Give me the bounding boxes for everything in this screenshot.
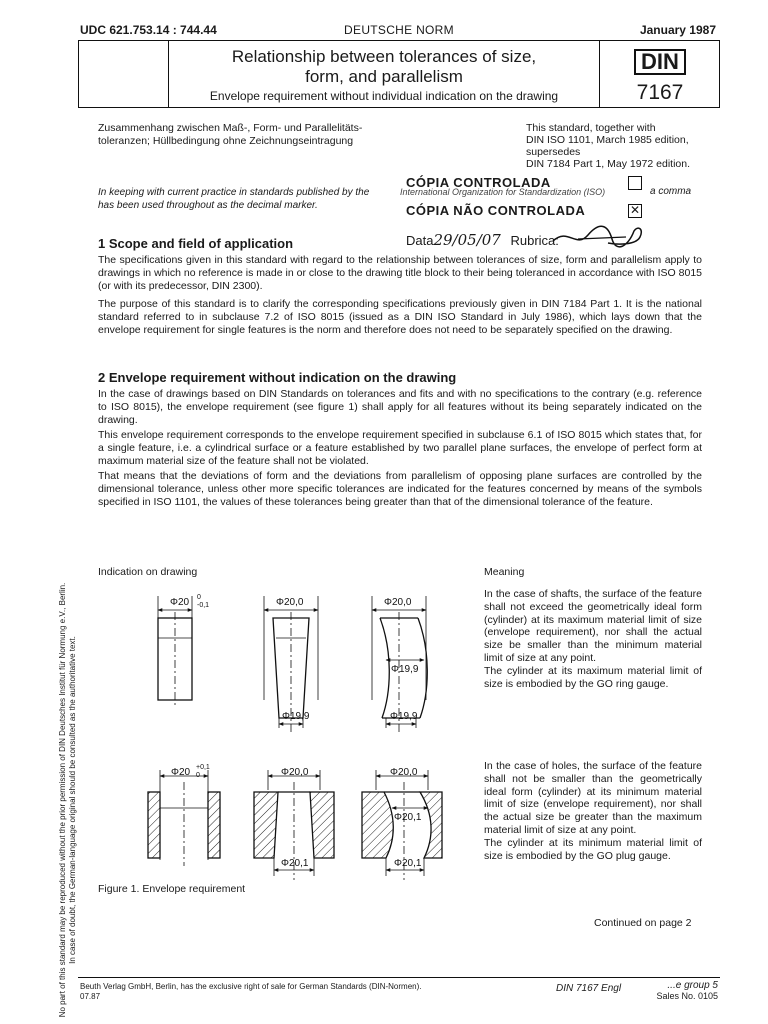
- din-logo-text: DIN: [634, 49, 686, 75]
- supersedes-line3: supersedes: [526, 146, 581, 158]
- hole3-dim-bottom: Φ20,1: [394, 858, 422, 869]
- stamp-uncontrolled-copy: CÓPIA NÃO CONTROLADA: [406, 203, 586, 218]
- supersedes-line1: This standard, together with: [526, 122, 656, 134]
- footer-rule: [78, 977, 720, 978]
- supersedes-line2: DIN ISO 1101, March 1985 edition,: [526, 134, 689, 146]
- document-title-line2: form, and parallelism: [305, 67, 463, 86]
- footer-publisher: [80, 982, 500, 1002]
- decimal-note-tail: a comma: [650, 186, 692, 197]
- issue-date: January 1987: [639, 23, 716, 37]
- footer-edition: 07.87: [80, 992, 101, 1001]
- german-title-line1: Zusammenhang zwischen Maß-, Form- und Parallelitäts-: [98, 122, 363, 134]
- section2-heading: 2 Envelope requirement without indication on the drawing: [98, 370, 457, 385]
- shaft3-dim-middle: Φ19,9: [391, 664, 419, 675]
- udc-code: UDC 621.753.14 : 744.44: [80, 23, 217, 37]
- copyright-sidebar-line2: In case of doubt, the German-language original should be consulted as the authoritative text.: [68, 636, 77, 964]
- figure-caption: Figure 1. Envelope requirement: [98, 883, 246, 895]
- decimal-note-line2: has been used throughout as the decimal marker.: [98, 200, 318, 211]
- shaft3-dim-top: Φ20,0: [384, 597, 412, 608]
- figure-meaning-label: Meaning: [484, 566, 525, 578]
- footer-doc-id: DIN 7167 Engl: [556, 983, 622, 994]
- shaft-dim-upper: 0: [197, 594, 201, 601]
- section1-heading: 1 Scope and field of application: [98, 236, 294, 251]
- section2-paragraph2: This envelope requirement corresponds to the envelope requirement specified in subclause 6.1 of ISO 8015 which states that, for a single feature, i.e. a cylindrical surface or a feature established by two parallel plane surfaces, the envelope of perfect form at maximum material size of the feature shall not be violated.: [98, 429, 702, 467]
- figure-indication-label: Indication on drawing: [98, 566, 198, 578]
- stamp-checkbox-uncontrolled: ✕: [629, 203, 641, 217]
- hole-indication-drawing: [148, 770, 220, 866]
- hole3-dim-middle: Φ20,1: [394, 812, 422, 823]
- section2-paragraph1: In the case of drawings based on DIN Standards on tolerances and fits and with no specifications to the contrary (e.g. reference to ISO 8015), the envelope requirement (see figure 1) shall apply for all features without its being separately indicated on the drawing.: [98, 388, 702, 426]
- meaning-shafts-text2: The cylinder at its maximum material limit of size is embodied by the GO ring gauge.: [484, 664, 702, 690]
- shaft-indication-drawing: [158, 596, 192, 708]
- stamp-rubrica-label: Rubrica:: [510, 233, 559, 248]
- hole-dim-upper: +0,1: [196, 764, 210, 771]
- section1-paragraph2: The purpose of this standard is to clarify the corresponding specifications previously given in DIN 7184 Part 1. It is the national standard referred to in subclause 7.2 of ISO 8015 (issued as a DIN ISO Standard in July 1986), which lays down that the envelope requirement for single features is the norm and therefore does not need to be separately specified on the drawing.: [98, 298, 702, 336]
- hole2-dim-bottom: Φ20,1: [281, 858, 309, 869]
- stamp-date-value: 29/05/07: [433, 231, 501, 249]
- section1-paragraph1: The specifications given in this standard with regard to the relationship between tolerances of size, form and parallelism apply to drawings in which no reference is made in or close to the drawing title block to their being toleranced in accordance with ISO 8015 (or with its predecessor, DIN 2300).: [98, 254, 702, 292]
- copyright-sidebar: [58, 540, 88, 1024]
- hole3-dim-top: Φ20,0: [390, 767, 418, 778]
- hole-dim-lower: 0: [196, 772, 200, 779]
- standard-number: 7167: [636, 81, 684, 104]
- hole2-dim-top: Φ20,0: [281, 767, 309, 778]
- section2-paragraph3: That means that the deviations of form and the deviations from parallelism of opposing plane surfaces are controlled by the dimensional tolerance, unless other more specific tolerances are indicated for the features concerned by means of the symbols specified in ISO 1101, the values of these tolerances being greater than that of the dimensional tolerance of the feature.: [98, 470, 702, 508]
- meaning-holes-text1: In the case of holes, the surface of the feature shall not be smaller than the geometrically ideal form (cylinder) at its minimum material limit of size (envelope requirement), nor shall the actual size be greater than the maximum material limit of size at any point.: [484, 760, 702, 836]
- stamp-controlled-copy: CÓPIA CONTROLADA: [406, 175, 551, 190]
- footer-price-group: [656, 980, 718, 1002]
- shaft2-dim-bottom: Φ19,9: [282, 711, 310, 722]
- continued-note: Continued on page 2: [594, 917, 692, 929]
- meaning-holes-text2: The cylinder at its minimum material limit of size is embodied by the GO plug gauge.: [484, 836, 702, 862]
- shaft-dim-main: Φ20: [170, 597, 190, 608]
- supersedes-line4: DIN 7184 Part 1, May 1972 edition.: [526, 158, 691, 170]
- document-subtitle: Envelope requirement without individual indication on the drawing: [209, 89, 559, 103]
- norm-label: DEUTSCHE NORM: [344, 23, 454, 37]
- shaft3-dim-bottom: Φ19,9: [390, 711, 418, 722]
- stamp-overprint: International Organization for Standardization (ISO): [400, 187, 606, 197]
- stamp-date-label: Data: [406, 233, 434, 248]
- footer-publisher-text: Beuth Verlag GmbH, Berlin, has the exclusive right of sale for German Standards (DIN-Normen).: [80, 982, 422, 991]
- decimal-note-line1: In keeping with current practice in standards published by the: [98, 187, 370, 198]
- shaft2-dim-top: Φ20,0: [276, 597, 304, 608]
- document-title-line1: Relationship between tolerances of size,: [231, 47, 537, 66]
- footer-group: ...e group 5: [667, 980, 718, 991]
- hole-dim-main: Φ20: [171, 767, 191, 778]
- german-title-line2: toleranzen; Hüllbedingung ohne Zeichnungseintragung: [98, 135, 354, 147]
- meaning-shafts-text1: In the case of shafts, the surface of the feature shall not exceed the geometrically ideal form (cylinder) at its maximum material limit of size (envelope requirement), nor shall the actual size be smaller than the minimum material limit of size at any point.: [484, 588, 702, 664]
- shaft-dim-lower: -0,1: [197, 602, 210, 609]
- copyright-sidebar-line1: No part of this standard may be reproduced without the prior permission of DIN Deutsches Institut für Normung e.V., Berlin.: [58, 582, 67, 1018]
- footer-sales-no: Sales No. 0105: [656, 991, 718, 1001]
